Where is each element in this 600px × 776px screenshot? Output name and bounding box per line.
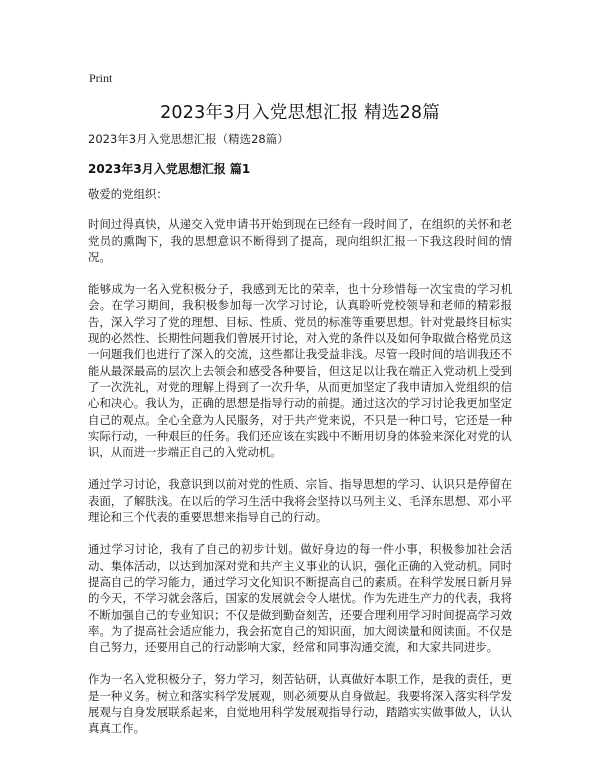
page-title: 2023年3月入党思想汇报 精选28篇 [160,103,440,123]
paragraph: 通过学习讨论，我意识到以前对党的性质、宗旨、指导思想的学习、认识只是停留在表面，了解肤浅。在以后的学习生活中我将会坚持以马列主义、毛泽东思想、邓小平理论和三个代表的重要思想来指导自己的行动。 [88,477,512,525]
paragraph: 作为一名入党积极分子，努力学习，刻苦钻研，认真做好本职工作，是我的责任，更是一种义务。树立和落实科学发展观，则必须要从自身做起。我要将深入落实科学发展观与自身发展联系起来，自觉地用科学发展观指导行动，踏踏实实做事做人，认认真真工作。 [88,672,512,736]
paragraph: 能够成为一名入党积极分子，我感到无比的荣幸，也十分珍惜每一次宝贵的学习机会。在学习期间，我积极参加每一次学习讨论，认真聆听党校领导和老师的精彩报告，深入学习了党的理想、目标、性质、党员的标准等重要思想。针对党最终目标实现的必然性、长期性问题我们曾展开讨论，对入党的条件以及如何争取做合格党员这一问题我们也进行了深入的交流，这些都让我受益非浅。尽管一段时间的培训我还不能从最深最高的层次上去领会和感受各种要旨，但这足以让我在端正入党动机上受到了一次洗礼，对党的理解上得到了一次升华，从而更加坚定了我申请加入党组织的信心和决心。我认为，正确的思想是指导行动的前提。通过这次的学习讨论我更加坚定自己的观点。全心全意为人民服务，对于共产党来说，不只是一种口号，它还是一种实际行动，一种艰巨的任务。我们还应该在实践中不断用切身的体验来深化对党的认识，从而进一步端正自己的入党动机。 [88,282,512,460]
section-heading: 2023年3月入党思想汇报 篇1 [88,162,251,176]
paragraph: 时间过得真快，从递交入党申请书开始到现在已经有一段时间了，在组织的关怀和老党员的熏陶下，我的思想意识不断得到了提高，现向组织汇报一下我这段时间的情况。 [88,217,512,264]
print-link[interactable]: Print [89,71,113,85]
paragraph: 通过学习讨论，我有了自己的初步计划。做好身边的每一件小事，积极参加社会活动、集体活动，以达到加深对党和共产主义事业的认识，强化正确的入党动机。同时提高自己的学习能力，通过学习文化知识不断提高自己的素质。在科学发展日新月异的今天，不学习就会落后，国家的发展就会令人堪忧。作为先进生产力的代表，我将不断加强自己的专业知识；不仅是做到勤奋刻苦，还要合理利用学习时间提高学习效率。为了提高社会适应能力，我会拓宽自己的知识面，加大阅读量和阅读面。不仅是自己努力，还要用自己的行动影响大家，经常和同事沟通交流，和大家共同进步。 [88,542,512,655]
salutation: 敬爱的党组织： [88,187,168,201]
article-body [88,186,512,753]
document-subtitle: 2023年3月入党思想汇报（精选28篇） [88,132,289,146]
